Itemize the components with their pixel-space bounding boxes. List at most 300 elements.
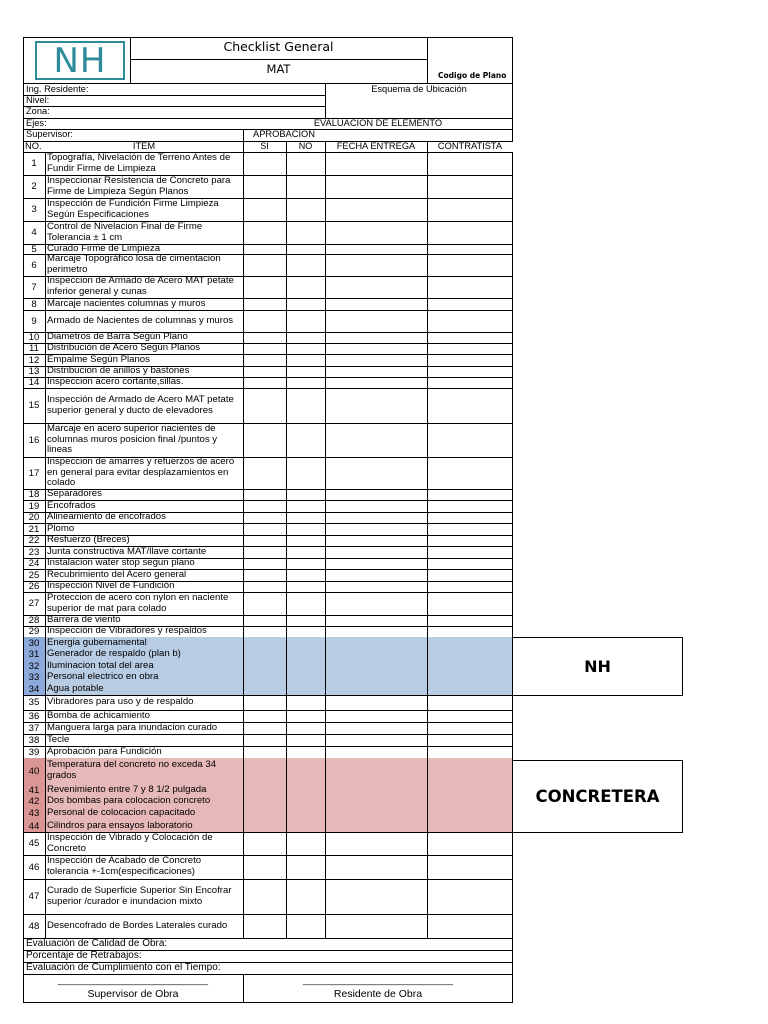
fecha-entrega-cell[interactable] (326, 661, 427, 672)
row-number: 28 (28, 615, 40, 626)
row-number: 3 (31, 204, 37, 215)
contratista-cell[interactable] (428, 222, 512, 244)
contratista-cell[interactable] (428, 333, 512, 343)
contratista-cell[interactable] (428, 661, 512, 672)
fecha-entrega-cell[interactable] (326, 616, 427, 626)
fecha-entrega-cell[interactable] (326, 915, 427, 938)
row-item-text: Resfuerzo (Breces) (47, 535, 130, 546)
row-number: 1 (31, 158, 37, 169)
fecha-entrega-cell[interactable] (326, 684, 427, 695)
si-cell[interactable] (244, 222, 286, 244)
row-item-text: Inspección de Acabado de Concreto tolerancia +-1cm(especificaciones) (47, 855, 202, 877)
si-cell[interactable] (244, 856, 286, 879)
contratista-cell[interactable] (428, 458, 512, 489)
si-cell[interactable] (244, 735, 286, 746)
contratista-cell[interactable] (428, 880, 512, 914)
row-item-text: Vibradores para uso y de respaldo (47, 696, 194, 708)
row-item-text: Personal de colocacion capacitado (47, 807, 196, 819)
fecha-entrega-cell[interactable] (326, 650, 427, 660)
row-item-text: Inspeccion de amarres y refuerzos de acero en general para evitar desplazamientos en colado (47, 457, 235, 489)
si-cell[interactable] (244, 785, 286, 796)
fecha-entrega-cell[interactable] (326, 501, 427, 512)
contratista-cell[interactable] (428, 513, 512, 523)
no-cell[interactable] (287, 785, 325, 796)
row-number: 40 (28, 765, 40, 777)
row-item-text: Instalacion water stop segun plano (47, 558, 195, 569)
contratista-cell[interactable] (428, 367, 512, 377)
row-number: 9 (31, 315, 37, 327)
row-number: 46 (28, 861, 40, 873)
sheet-subtitle: MAT (266, 62, 291, 76)
no-cell[interactable] (287, 245, 325, 254)
supervisor-signature-line: ______________________________ (57, 975, 209, 985)
fecha-entrega-cell[interactable] (326, 458, 427, 489)
contratista-cell[interactable] (428, 684, 512, 695)
fecha-entrega-cell[interactable] (326, 570, 427, 581)
codigo-de-plano-label: Codigo de Plano (438, 71, 507, 80)
si-cell[interactable] (244, 880, 286, 914)
row-number: 33 (28, 672, 40, 683)
si-cell[interactable] (244, 833, 286, 855)
no-cell[interactable] (287, 684, 325, 695)
no-cell[interactable] (287, 367, 325, 377)
no-cell[interactable] (287, 547, 325, 558)
no-cell[interactable] (287, 333, 325, 343)
row-item-text: Iluminacion total del area (47, 660, 154, 671)
fecha-entrega-cell[interactable] (326, 199, 427, 221)
contratista-cell[interactable] (428, 711, 512, 722)
no-cell[interactable] (287, 808, 325, 820)
row-number: 10 (28, 332, 40, 343)
row-number: 34 (28, 683, 40, 695)
row-item-text: Distribucion de anillos y bastones (47, 366, 190, 377)
no-cell[interactable] (287, 199, 325, 221)
no-cell[interactable] (287, 378, 325, 388)
row-item-text: Recubrimiento del Acero general (47, 569, 187, 580)
si-cell[interactable] (244, 176, 286, 198)
si-cell[interactable] (244, 458, 286, 489)
si-cell[interactable] (244, 638, 286, 649)
fecha-entrega-cell[interactable] (326, 593, 427, 615)
fecha-entrega-cell[interactable] (326, 344, 427, 354)
fecha-entrega-cell[interactable] (326, 747, 427, 758)
si-cell[interactable] (244, 547, 286, 558)
fecha-entrega-cell[interactable] (326, 245, 427, 254)
contratista-cell[interactable] (428, 627, 512, 637)
contratista-cell[interactable] (428, 821, 512, 832)
fecha-entrega-cell[interactable] (326, 559, 427, 569)
si-cell[interactable] (244, 661, 286, 672)
no-cell[interactable] (287, 638, 325, 649)
si-cell[interactable] (244, 389, 286, 423)
si-cell[interactable] (244, 627, 286, 637)
no-cell[interactable] (287, 153, 325, 175)
si-cell[interactable] (244, 570, 286, 581)
row-number: 13 (28, 366, 40, 377)
row-item-text: Curado de Superficie Superior Sin Encofrar superior /curador e inundacion mixto (47, 884, 232, 907)
contratista-cell[interactable] (428, 255, 512, 276)
fecha-entrega-cell[interactable] (326, 536, 427, 546)
row-item-text: Inspección de Vibrado y Colocación de Concreto (47, 832, 213, 854)
si-cell[interactable] (244, 696, 286, 710)
no-cell[interactable] (287, 501, 325, 512)
logo-text: NH (53, 40, 107, 81)
no-cell[interactable] (287, 797, 325, 807)
row-number: 37 (28, 722, 40, 734)
fecha-entrega-cell[interactable] (326, 856, 427, 879)
no-cell[interactable] (287, 344, 325, 354)
calidad-obra-label: Evaluación de Calidad de Obra: (26, 938, 168, 949)
fecha-entrega-cell[interactable] (326, 367, 427, 377)
si-cell[interactable] (244, 513, 286, 523)
col-header-fecha-entrega: FECHA ENTREGA (336, 141, 416, 151)
row-number: 39 (28, 746, 40, 758)
contratista-cell[interactable] (428, 593, 512, 615)
no-cell[interactable] (287, 255, 325, 276)
row-number: 31 (28, 649, 40, 660)
no-cell[interactable] (287, 747, 325, 758)
contratista-cell[interactable] (428, 490, 512, 500)
row-item-text: Marcaje en acero superior nacientes de columnas muros posicion final /puntos y lineas (47, 423, 218, 456)
no-cell[interactable] (287, 735, 325, 746)
no-cell[interactable] (287, 650, 325, 660)
si-cell[interactable] (244, 808, 286, 820)
contratista-cell[interactable] (428, 424, 512, 457)
col-header-aprobacion: APROBACION (253, 129, 315, 139)
si-cell[interactable] (244, 821, 286, 832)
contratista-cell[interactable] (428, 277, 512, 298)
no-cell[interactable] (287, 723, 325, 734)
contratista-cell[interactable] (428, 759, 512, 784)
no-cell[interactable] (287, 711, 325, 722)
si-cell[interactable] (244, 797, 286, 807)
row-number: 19 (28, 500, 40, 512)
fecha-entrega-cell[interactable] (326, 490, 427, 500)
fecha-entrega-cell[interactable] (326, 222, 427, 244)
fecha-entrega-cell[interactable] (326, 547, 427, 558)
row-number: 15 (28, 400, 40, 411)
col-header-si: SI (260, 141, 269, 151)
fecha-entrega-cell[interactable] (326, 513, 427, 523)
fecha-entrega-cell[interactable] (326, 627, 427, 637)
row-item-text: Inspección de Armado de Acero MAT petate superior general y ducto de elevadores (47, 393, 234, 416)
company-logo (35, 41, 125, 80)
row-item-text: Control de Nivelacion Final de Firme Tolerancia ± 1 cm (47, 221, 203, 243)
no-cell[interactable] (287, 880, 325, 914)
retrabajos-label: Porcentaje de Retrabajos: (26, 950, 142, 961)
si-cell[interactable] (244, 559, 286, 569)
contratista-cell[interactable] (428, 808, 512, 820)
no-cell[interactable] (287, 524, 325, 535)
fecha-entrega-cell[interactable] (326, 696, 427, 710)
row-number: 17 (28, 467, 40, 479)
contratista-cell[interactable] (428, 199, 512, 221)
no-cell[interactable] (287, 582, 325, 592)
contratista-cell[interactable] (428, 747, 512, 758)
no-cell[interactable] (287, 490, 325, 500)
contratista-cell[interactable] (428, 582, 512, 592)
contratista-cell[interactable] (428, 536, 512, 546)
contratista-cell[interactable] (428, 153, 512, 175)
row-number: 24 (28, 558, 40, 569)
row-number: 22 (28, 535, 40, 546)
contratista-cell[interactable] (428, 650, 512, 660)
fecha-entrega-cell[interactable] (326, 797, 427, 807)
row-number: 44 (28, 820, 40, 832)
no-cell[interactable] (287, 355, 325, 366)
no-cell[interactable] (287, 458, 325, 489)
row-number: 30 (28, 637, 40, 649)
fecha-entrega-cell[interactable] (326, 355, 427, 366)
row-item-text: Curado Firme de Limpieza (47, 244, 161, 254)
contratista-cell[interactable] (428, 915, 512, 938)
contratista-cell[interactable] (428, 616, 512, 626)
contratista-cell[interactable] (428, 673, 512, 683)
fecha-entrega-cell[interactable] (326, 711, 427, 722)
contratista-cell[interactable] (428, 344, 512, 354)
sheet-title: Checklist General (223, 39, 334, 54)
no-cell[interactable] (287, 593, 325, 615)
fecha-entrega-cell[interactable] (326, 759, 427, 784)
fecha-entrega-cell[interactable] (326, 311, 427, 332)
col-header-item: ITEM (132, 141, 156, 151)
contratista-cell[interactable] (428, 833, 512, 855)
fecha-entrega-cell[interactable] (326, 153, 427, 175)
row-number: 21 (28, 523, 40, 535)
no-cell[interactable] (287, 222, 325, 244)
no-cell[interactable] (287, 389, 325, 423)
fecha-entrega-cell[interactable] (326, 723, 427, 734)
contratista-cell[interactable] (428, 785, 512, 796)
contratista-cell[interactable] (428, 696, 512, 710)
fecha-entrega-cell[interactable] (326, 524, 427, 535)
residente-obra-label: Residente de Obra (333, 988, 423, 1000)
contratista-cell[interactable] (428, 245, 512, 254)
contratista-cell[interactable] (428, 389, 512, 423)
row-item-text: Alineamiento de encofrados (47, 512, 166, 523)
si-cell[interactable] (244, 582, 286, 592)
row-number: 14 (28, 377, 40, 388)
no-cell[interactable] (287, 821, 325, 832)
no-cell[interactable] (287, 311, 325, 332)
row-item-text: Inspeccion acero cortante,sillas. (47, 377, 184, 388)
row-item-text: Marcaje nacientes columnas y muros (47, 298, 206, 309)
no-cell[interactable] (287, 627, 325, 637)
fecha-entrega-cell[interactable] (326, 785, 427, 796)
row-number: 47 (28, 891, 40, 902)
contratista-cell[interactable] (428, 797, 512, 807)
contratista-cell[interactable] (428, 856, 512, 879)
row-number: 29 (28, 626, 40, 637)
row-item-text: Plomo (47, 523, 75, 534)
fecha-entrega-cell[interactable] (326, 808, 427, 820)
concretera-side-label: CONCRETERA (512, 760, 683, 833)
row-item-text: Junta constructiva MAT/llave cortante (47, 546, 207, 557)
row-number: 6 (31, 259, 37, 271)
si-cell[interactable] (244, 344, 286, 354)
contratista-cell[interactable] (428, 311, 512, 332)
row-item-text: Inspección Nivel de Fundición (47, 581, 175, 592)
no-cell[interactable] (287, 673, 325, 683)
si-cell[interactable] (244, 299, 286, 310)
row-item-text: Personal electrico en obra (47, 672, 159, 683)
si-cell[interactable] (244, 199, 286, 221)
si-cell[interactable] (244, 255, 286, 276)
row-number: 26 (28, 581, 40, 592)
row-number: 43 (28, 808, 40, 819)
row-number: 41 (28, 784, 40, 796)
si-cell[interactable] (244, 153, 286, 175)
si-cell[interactable] (244, 684, 286, 695)
si-cell[interactable] (244, 650, 286, 660)
esquema-ubicacion-label: Esquema de Ubicación (371, 84, 467, 94)
no-cell[interactable] (287, 299, 325, 310)
si-cell[interactable] (244, 333, 286, 343)
fecha-entrega-cell[interactable] (326, 638, 427, 649)
si-cell[interactable] (244, 616, 286, 626)
no-cell[interactable] (287, 570, 325, 581)
row-item-text: Separadores (47, 489, 102, 500)
contratista-cell[interactable] (428, 378, 512, 388)
row-number: 5 (31, 243, 37, 255)
row-item-text: Agua potable (47, 683, 104, 694)
si-cell[interactable] (244, 355, 286, 366)
row-item-text: Topografía, Nivelación de Terreno Antes de Fundir Firme de Limpieza (47, 152, 231, 174)
si-cell[interactable] (244, 759, 286, 784)
row-item-text: Inspección de Vibradores y respaldos (47, 626, 207, 637)
row-item-text: Dos bombas para colocacion concreto (47, 796, 211, 807)
row-item-text: Proteccion de acero con nylon en naciente superior de mat para colado (47, 592, 229, 614)
row-number: 12 (28, 354, 40, 366)
fecha-entrega-cell[interactable] (326, 333, 427, 343)
contratista-cell[interactable] (428, 547, 512, 558)
si-cell[interactable] (244, 747, 286, 758)
no-cell[interactable] (287, 759, 325, 784)
row-number: 45 (28, 838, 40, 849)
row-item-text: Temperatura del concreto no exceda 34 grados (47, 759, 217, 781)
si-cell[interactable] (244, 311, 286, 332)
row-item-text: Empalme Según Planos (47, 354, 150, 365)
si-cell[interactable] (244, 501, 286, 512)
no-cell[interactable] (287, 513, 325, 523)
row-number: 25 (28, 569, 40, 581)
si-cell[interactable] (244, 245, 286, 254)
row-item-text: Generador de respaldo (plan b) (47, 649, 181, 660)
no-cell[interactable] (287, 696, 325, 710)
si-cell[interactable] (244, 490, 286, 500)
no-cell[interactable] (287, 616, 325, 626)
fecha-entrega-cell[interactable] (326, 277, 427, 298)
fecha-entrega-cell[interactable] (326, 389, 427, 423)
fecha-entrega-cell[interactable] (326, 735, 427, 746)
fecha-entrega-cell[interactable] (326, 299, 427, 310)
cumplimiento-tiempo-label: Evaluación de Cumplimiento con el Tiempo: (26, 962, 221, 973)
si-cell[interactable] (244, 524, 286, 535)
row-number: 18 (28, 489, 40, 500)
row-number: 36 (28, 710, 40, 722)
row-item-text: Inspeccionar Resistencia de Concreto para Firme de Limpieza Según Planos (47, 175, 231, 197)
contratista-cell[interactable] (428, 559, 512, 569)
contratista-cell[interactable] (428, 355, 512, 366)
row-item-text: Armado de Nacientes de columnas y muros (47, 314, 234, 326)
nh-side-label: NH (512, 637, 683, 696)
row-item-text: Revenimiento entre 7 y 8 1/2 pulgada (47, 784, 207, 795)
si-cell[interactable] (244, 673, 286, 683)
row-item-text: Desencofrado de Bordes Laterales curado (47, 919, 228, 931)
fecha-entrega-cell[interactable] (326, 255, 427, 276)
no-cell[interactable] (287, 424, 325, 457)
row-item-text: Bomba de achicamiento (47, 710, 150, 721)
no-cell[interactable] (287, 559, 325, 569)
supervisor-obra-label: Supervisor de Obra (87, 988, 179, 1000)
row-number: 2 (31, 181, 37, 192)
si-cell[interactable] (244, 711, 286, 722)
no-cell[interactable] (287, 277, 325, 298)
fecha-entrega-cell[interactable] (326, 821, 427, 832)
fecha-entrega-cell[interactable] (326, 424, 427, 457)
fecha-entrega-cell[interactable] (326, 673, 427, 683)
row-item-text: Distribución de Acero Según Planos (47, 343, 201, 354)
fecha-entrega-cell[interactable] (326, 833, 427, 855)
no-cell[interactable] (287, 536, 325, 546)
contratista-cell[interactable] (428, 735, 512, 746)
no-cell[interactable] (287, 856, 325, 879)
si-cell[interactable] (244, 277, 286, 298)
residente-signature-line: ______________________________ (302, 975, 454, 985)
contratista-cell[interactable] (428, 723, 512, 734)
row-number: 8 (31, 298, 37, 310)
row-item-text: Inspeccion de Armado de Acero MAT petate inferior general y cunas (47, 276, 234, 297)
si-cell[interactable] (244, 536, 286, 546)
row-item-text: Diametros de Barra Según Plano (47, 332, 188, 343)
fecha-entrega-cell[interactable] (326, 582, 427, 592)
row-item-text: Encofrados (47, 500, 96, 511)
contratista-cell[interactable] (428, 299, 512, 310)
si-cell[interactable] (244, 378, 286, 388)
fecha-entrega-cell[interactable] (326, 880, 427, 914)
row-number: 20 (28, 512, 40, 523)
row-item-text: Aprobación para Fundición (47, 746, 162, 757)
si-cell[interactable] (244, 915, 286, 938)
fecha-entrega-cell[interactable] (326, 176, 427, 198)
row-number: 35 (28, 697, 40, 708)
row-number: 38 (28, 734, 40, 746)
contratista-cell[interactable] (428, 524, 512, 535)
no-cell[interactable] (287, 176, 325, 198)
contratista-cell[interactable] (428, 501, 512, 512)
row-number: 16 (28, 434, 40, 446)
si-cell[interactable] (244, 593, 286, 615)
col-header-no: NO. (25, 141, 42, 151)
row-number: 32 (28, 660, 40, 672)
no-cell[interactable] (287, 661, 325, 672)
contratista-cell[interactable] (428, 176, 512, 198)
col-header-no-aprobacion: NO (298, 141, 313, 151)
no-cell[interactable] (287, 915, 325, 938)
contratista-cell[interactable] (428, 570, 512, 581)
ejes-label: Ejes: (26, 118, 47, 128)
row-number: 4 (31, 227, 37, 238)
si-cell[interactable] (244, 424, 286, 457)
si-cell[interactable] (244, 723, 286, 734)
fecha-entrega-cell[interactable] (326, 378, 427, 388)
contratista-cell[interactable] (428, 638, 512, 649)
row-item-text: Energia gubernamental (47, 637, 147, 648)
si-cell[interactable] (244, 367, 286, 377)
evaluacion-elemento-label: EVALUACION DE ELEMENTO (313, 118, 443, 128)
no-cell[interactable] (287, 833, 325, 855)
row-item-text: Marcaje Topográfico losa de cimentacion perimetro (47, 254, 221, 275)
